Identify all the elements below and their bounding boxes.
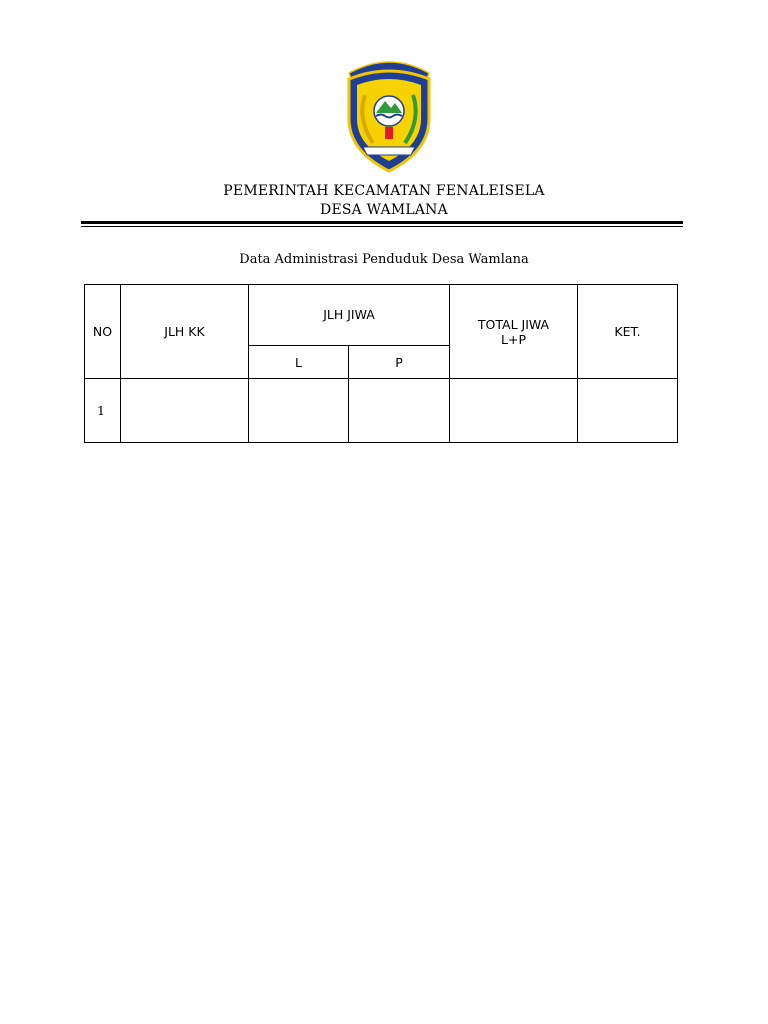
header-no: NO (85, 285, 121, 379)
cell-total (450, 379, 578, 443)
header-line-2: DESA WAMLANA (320, 202, 448, 218)
header-total-line1: TOTAL JIWA (477, 316, 550, 332)
emblem-red-element (385, 127, 393, 139)
kabupaten-buru-emblem (343, 55, 435, 173)
cell-p (349, 379, 450, 443)
table-title: Data Administrasi Penduduk Desa Wamlana (239, 252, 529, 267)
header-total-jiwa (450, 285, 578, 379)
cell-no: 1 (85, 379, 121, 443)
header-jlh-kk: JLH KK (121, 285, 249, 379)
header-ket: KET. (578, 285, 678, 379)
header-p: P (349, 346, 450, 379)
table-row (85, 379, 678, 443)
cell-l (249, 379, 349, 443)
header-line-1: PEMERINTAH KECAMATAN FENALEISELA (223, 183, 545, 199)
header-divider-thick (81, 221, 683, 224)
header-jlh-jiwa: JLH JIWA (249, 285, 450, 346)
header-divider-thin (81, 226, 683, 227)
header-l: L (249, 346, 349, 379)
population-table (84, 284, 678, 443)
emblem-ribbon (363, 147, 415, 155)
cell-jlh-kk (121, 379, 249, 443)
header-total-line2: L+P (501, 331, 526, 347)
cell-ket (578, 379, 678, 443)
